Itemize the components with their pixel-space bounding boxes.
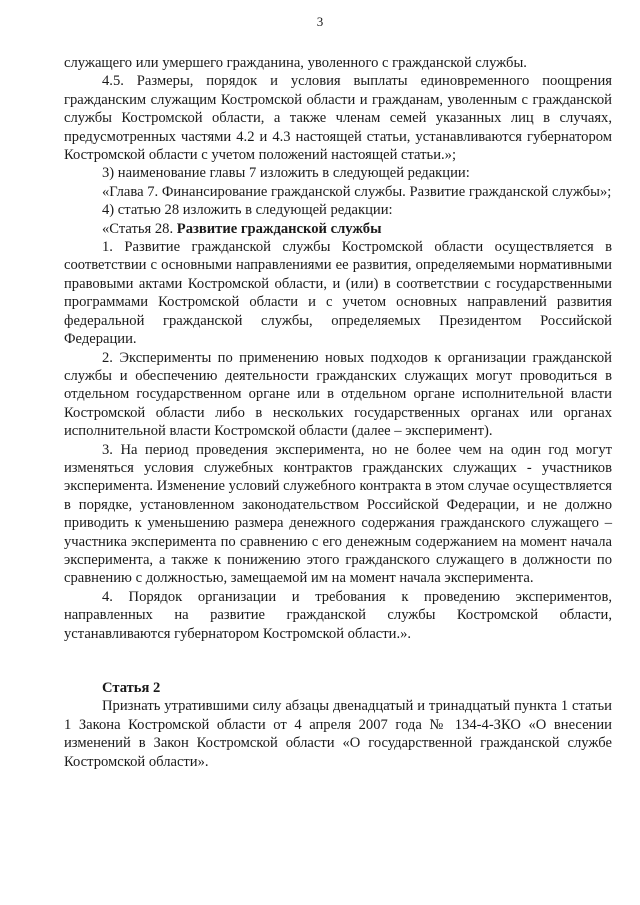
paragraph: Признать утратившими силу абзацы двенадцатый и тринадцатый пункта 1 статьи 1 Закона Костромской области от 4 апреля 2007 года № 134-4-ЗКО «О внесении изменений в Закон Костромской области «О государственной гражданской службе Костромской области».	[64, 698, 612, 770]
paragraph: служащего или умершего гражданина, уволенного с гражданской службы.	[64, 55, 527, 71]
page-number: 3	[316, 14, 324, 29]
paragraph: 4) статью 28 изложить в следующей редакции:	[102, 202, 393, 219]
article-28-heading	[64, 220, 612, 238]
article-28-title: Развитие гражданской службы	[176, 220, 382, 237]
article-28-label: «Статья 28.	[102, 220, 177, 237]
document-body	[64, 54, 612, 771]
spacer	[64, 643, 612, 679]
paragraph: 4. Порядок организации и требования к проведению экспериментов, направленных на развитие гражданской службы Костромской области, устанавливаются губернатором Костромской области.».	[64, 588, 612, 642]
paragraph: 2. Эксперименты по применению новых подходов к организации гражданской службы и обеспечению деятельности гражданских служащих могут проводиться в отдельном государственном органе или в отдельном органе исполнительной власти Костромской области либо в нескольких государственных органах или органах исполнительной власти Костромской области (далее – эксперимент).	[64, 349, 612, 440]
paragraph: 3. На период проведения эксперимента, но не более чем на один год могут изменяться условия служебных контрактов гражданских служащих - участников эксперимента. Изменение условий служебного контракта в этом случае осуществляется в порядке, установленном законодательством Российской Федерации, и не должно приводить к уменьшению размера денежного содержания гражданского служащего – участника эксперимента по сравнению с его денежным содержанием на момент начала эксперимента, а также к понижению этого гражданского служащего в должности по сравнению с должностью, замещаемой им на момент начала эксперимента.	[64, 441, 612, 587]
article-2-heading: Статья 2	[102, 680, 161, 696]
paragraph: «Глава 7. Финансирование гражданской службы. Развитие гражданской службы»;	[102, 183, 612, 200]
paragraph: 4.5. Размеры, порядок и условия выплаты единовременного поощрения гражданским служащим Костромской области и гражданам, уволенным с гражданской службы Костромской области, а также членам семей указанных лиц в случаях, предусмотренных частями 4.2 и 4.3 настоящей статьи, устанавливаются губернатором Костромской области с учетом положений настоящей статьи.»;	[64, 73, 612, 164]
paragraph: 3) наименование главы 7 изложить в следующей редакции:	[102, 165, 470, 182]
paragraph: 1. Развитие гражданской службы Костромской области осуществляется в соответствии с основными направлениями ее развития, определяемыми нормативными правовыми актами Костромской области, и (или) в соответствии с государственными программами Костромской области и с учетом основных направлений развития федеральной гражданской службы, определяемых Президентом Российской Федерации.	[64, 239, 612, 348]
